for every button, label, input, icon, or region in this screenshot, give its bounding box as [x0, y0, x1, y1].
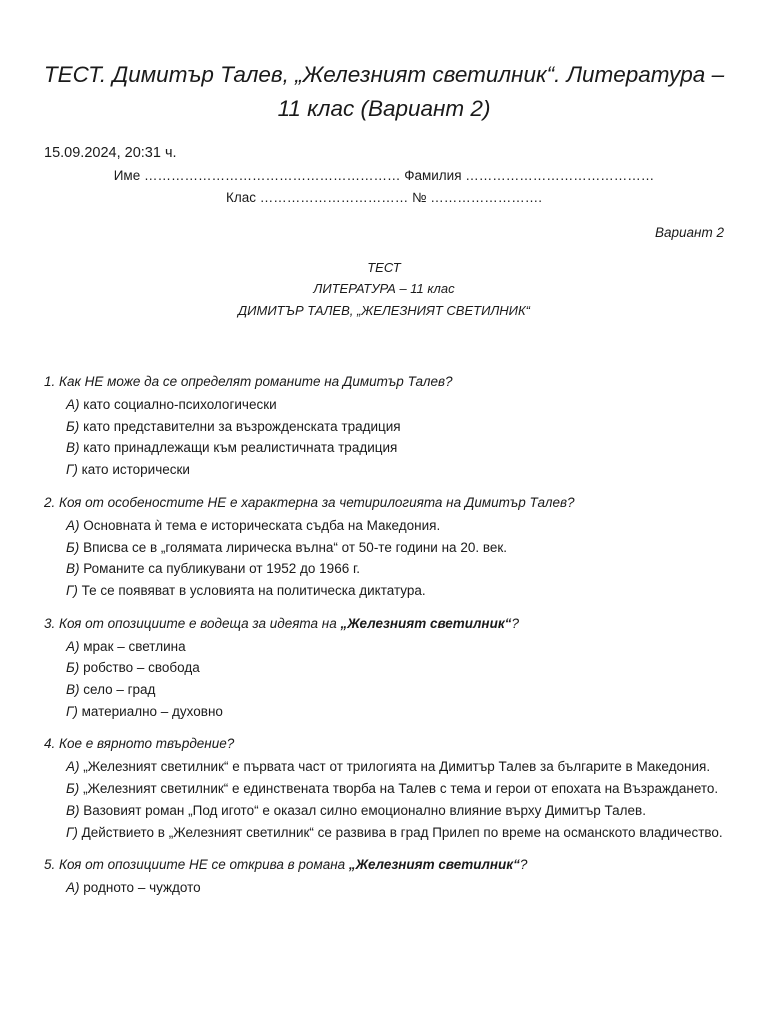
question-3 [44, 614, 724, 723]
question-1 [44, 372, 724, 481]
option-letter: В) [66, 440, 80, 456]
answer-option [44, 701, 724, 723]
option-text: „Железният светилник“ е единствената творба на Талев с тема и герои от епохата на Възраждането. [83, 781, 719, 797]
question-5 [44, 855, 724, 899]
option-letter: А) [66, 397, 80, 412]
questions-list [44, 372, 724, 911]
answer-option [44, 558, 724, 580]
option-text: Действието в „Железният светилник“ се развива в град Прилеп по време на османското владичество. [81, 824, 723, 840]
question-text-start: 3. Коя от опозициите е водеща за идеята на [44, 615, 341, 631]
option-letter: Б) [66, 539, 80, 555]
title-line-2: 11 клас (Вариант 2) [277, 96, 491, 121]
option-text: мрак – светлина [83, 638, 186, 654]
option-text: Те се появяват в условията на политическа диктатура. [81, 582, 426, 598]
option-text: село – град [83, 682, 156, 698]
option-text: Основната ѝ тема е историческата съдба на Македония. [83, 517, 441, 533]
answer-option [44, 778, 724, 800]
option-letter: Б) [66, 418, 80, 434]
option-letter: Г) [66, 462, 78, 478]
variant-label: Вариант 2 [655, 225, 724, 240]
option-text: робство – свобода [83, 660, 200, 676]
datetime-stamp: 15.09.2024, 20:31 ч. [44, 145, 177, 161]
option-letter: Б) [66, 781, 80, 797]
question-text [44, 855, 724, 875]
name-surname-line: Име ………………………………………………… Фамилия …………………………………… [113, 168, 655, 183]
option-letter: А) [66, 880, 80, 896]
question-text-start: 5. Коя от опозициите НЕ се открива в романа [44, 857, 349, 873]
class-number-line: Клас …………………………… № ……………………. [226, 190, 542, 205]
option-text: като социално-психологически [83, 397, 277, 412]
option-text: като представителни за възрожденската традиция [83, 418, 401, 434]
question-4 [44, 734, 724, 843]
option-text: Вазовият роман „Под игото“ е оказал силно емоционално влияние върху Димитър Талев. [83, 802, 646, 818]
option-text: като исторически [81, 462, 190, 478]
test-heading-line-2: ЛИТЕРАТУРА – 11 клас [313, 281, 455, 296]
option-letter: Г) [66, 703, 78, 719]
test-heading-line-1: ТЕСТ [367, 260, 401, 275]
option-letter: А) [66, 759, 80, 775]
answer-option [44, 636, 724, 658]
option-text: материално – духовно [81, 703, 223, 719]
option-letter: В) [66, 682, 80, 698]
answer-option [44, 394, 724, 416]
option-letter: В) [66, 802, 80, 818]
question-text [44, 614, 724, 634]
option-text: Романите са публикувани от 1952 до 1966 г. [83, 561, 360, 577]
answer-option [44, 459, 724, 481]
novel-title-bold: „Железният светилник“ [340, 615, 512, 631]
answer-option [44, 537, 724, 559]
question-text: 1. Как НЕ може да се определят романите на Димитър Талев? [44, 374, 453, 389]
title-line-1: ТЕСТ. Димитър Талев, „Железният светилник“. Литература – [43, 62, 725, 87]
question-text: 4. Кое е вярното твърдение? [44, 736, 235, 752]
option-letter: Г) [66, 824, 78, 840]
answer-option [44, 416, 724, 438]
option-letter: Б) [66, 660, 80, 676]
answer-option [44, 800, 724, 822]
answer-option [44, 580, 724, 602]
option-letter: Г) [66, 582, 78, 598]
answer-option [44, 515, 724, 537]
answer-option [44, 756, 724, 778]
option-letter: В) [66, 561, 80, 577]
novel-title-bold: „Железният светилник“ [348, 857, 520, 873]
test-heading-line-3: ДИМИТЪР ТАЛЕВ, „ЖЕЛЕЗНИЯТ СВЕТИЛНИК“ [238, 303, 530, 318]
answer-option [44, 822, 724, 844]
question-text-end: ? [519, 857, 528, 873]
option-text: „Железният светилник“ е първата част от трилогията на Димитър Талев за българите в Македония. [83, 759, 711, 775]
question-2 [44, 493, 724, 602]
option-letter: А) [66, 517, 80, 533]
option-text: като принадлежащи към реалистичната традиция [83, 440, 398, 456]
option-letter: А) [66, 638, 80, 654]
answer-option [44, 679, 724, 701]
document-title [30, 58, 738, 126]
option-text: родното – чуждото [83, 880, 201, 896]
option-text: Вписва се в „голямата лирическа вълна“ от 50-те години на 20. век. [83, 539, 508, 555]
question-text-end: ? [511, 615, 519, 631]
question-text: 2. Коя от особеностите НЕ е характерна за четирилогията на Димитър Талев? [44, 494, 575, 510]
answer-option [44, 877, 724, 899]
answer-option [44, 657, 724, 679]
answer-option [44, 437, 724, 459]
